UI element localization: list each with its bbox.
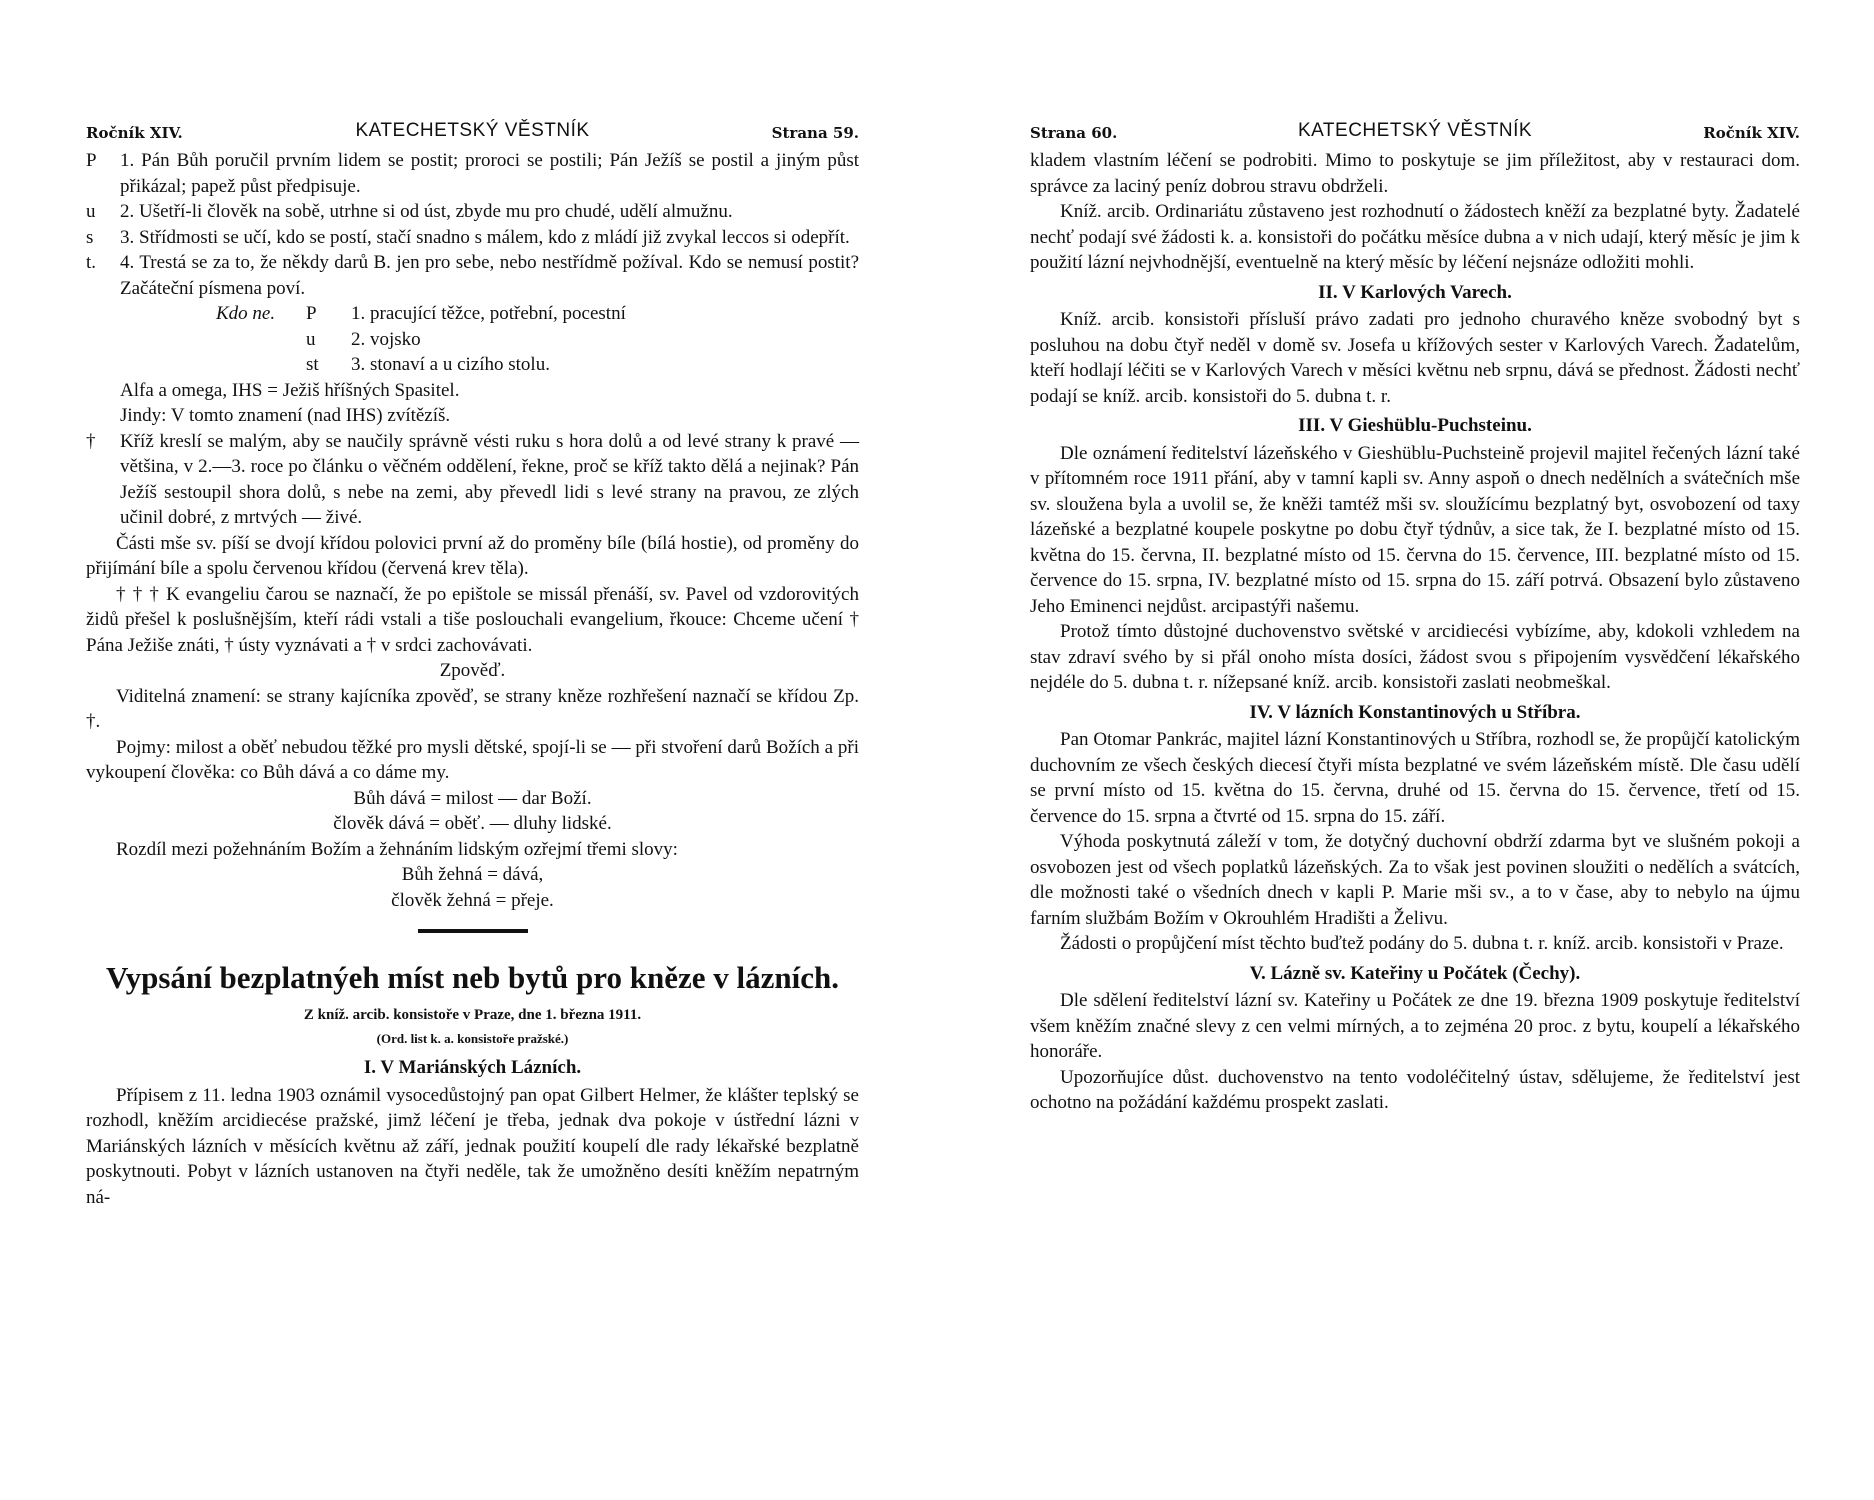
item-text: 2. Ušetří-li člověk na sobě, utrhne si od úst, zbyde mu pro chudé, udělí almužnu. [120,201,733,222]
item-mark: u [86,201,96,222]
list-item [86,250,859,301]
item-text: 4. Trestá se za to, že někdy darů B. jen pro sebe, nebo nestřídmě požíval. Kdo se nemusí postit? Začáteční písmena poví. [120,252,859,299]
row-text: 3. stonaví a u cizího stolu. [351,354,550,375]
table-row [216,352,859,378]
item-mark: P [86,150,97,171]
zpoved-paragraph-2: Pojmy: milost a oběť nebudou těžké pro mysli dětské, spojí-li se — při stvoření darů Božích a při vykoupení člověka: co Bůh dává a co dáme my. [86,736,859,783]
right-page [1030,118,1800,1116]
rozdil-paragraph: Rozdíl mezi požehnáním Božím a žehnáním lidským ozřejmí třemi slovy: [116,838,678,860]
left-page [86,118,859,1210]
table-row [216,327,859,353]
paragraph: Výhoda poskytnutá záleží v tom, že dotyčný duchovní obdrží zdarma byt ve slušném pokoji a osvobozen jest od všech poplatků lázeňských. Za to však jest povinen sloužiti o nedělích a svátcích, dle možnosti také o všedních dnech v kapli P. Marie mši sv., a to v čase, aby to nebylo na újmu farním službám Božím v Okrouhlém Hradišti a Želivu. [1030,831,1800,929]
jindy-line: Jindy: V tomto znamení (nad IHS) zvítězíš. [120,405,451,426]
paragraph-continuation: kladem vlastním léčení se podrobiti. Mimo to poskytuje se jim příležitost, aby v restauraci dom. správce za laciný peníz dobrou stravu obdrželi. [1030,150,1800,197]
paragraph: Kníž. arcib. konsistoři přísluší právo zadati pro jednoho churavého kněze svobodný byt s posluhou na dobu čtyř neděl v domě sv. Josefa u křížových sester v Karlových Varech. Žadatelům, kteří hodlají léčiti se v Karlových Varech v měsíci květnu neb srpnu, dává se přednost. Žádosti nechť podají se kníž. arcib. konsistoři do 5. dubna t. r. [1030,309,1800,407]
paragraph: Dle oznámení ředitelství lázeňského v Gieshüblu-Puchsteině projevil majitel řečených lázní také v přítomném roce 1911 přání, aby v tamní kapli sv. Anny aspoň o dnech nedělních a svátečních mše sv. sloužena byla a uvolil se, že kněži tamtéž mši sv. sloužícímu bezplatný byt, osvobození od taxy lázeňské a bezplatné koupele poskytne po dobu čtyř týdnův, a sice tak, že I. bezplatné místo od 15. května do 15. června, II. bezplatné místo od 15. června do 15. července, III. bezplatné místo od 15. července do 15. srpna, IV. bezplatné místo od 15. srpna do 15. září potrvá. Obsazení bylo zůstaveno Jeho Eminenci nejdůst. arcipastýři našemu. [1030,442,1800,617]
equation-4: člověk žehná = přeje. [391,889,554,911]
row-letter: st [306,354,319,375]
right-journal-title: KATECHETSKÝ VĚSTNÍK [1297,120,1533,141]
equation-1: Bůh dává = milost — dar Boží. [353,787,592,809]
row-label: Kdo ne. [216,303,276,324]
row-letter: P [306,303,317,324]
left-journal-title: KATECHETSKÝ VĚSTNÍK [355,120,590,141]
article-source: (Ord. list k. a. konsistoře pražské.) [376,1031,569,1046]
section-heading-5: V. Lázně sv. Kateřiny u Počátek (Čechy). [1249,962,1581,984]
item-mark: s [86,226,94,248]
left-volume: Ročník XIV. [86,124,183,142]
paragraph: Žádosti o propůjčení míst těchto buďtež podány do 5. dubna t. r. kníž. arcib. konsistoři v Praze. [1060,933,1784,954]
list-item [86,148,859,199]
kriz-text: Kříž kreslí se malým, aby se naučily správně vésti ruku s hora dolů a od levé strany k pravé — většina, v 2.—3. roce po článku o věčném oddělení, řekne, proč se kříž takto dělá a nejinak? Pán Ježíš sestoupil shora dolů, s nebe na zemi, aby převedl lidi s levé strany na pravou, ze zlých učinil dobré, z mrtvých — živé. [120,430,859,528]
section-heading-1: I. V Mariánských Lázních. [363,1057,582,1078]
paragraph: Protož tímto důstojné duchovenstvo světské v arcidiecési vybízíme, aby, kdokoli vzhledem na stav zdraví svého by si přál onoho místa dosíci, žádost svou s připojením vysvědčení lékařského nejdéle do 5. dubna t. r. nížepsané kníž. arcib. konsistoři zaslati neobmeškal. [1030,621,1800,693]
item-mark: t. [86,252,97,273]
list-item [86,225,859,251]
section-heading-2: II. V Karlových Varech. [1318,281,1512,303]
section-1-text: Přípisem z 11. ledna 1903 oznámil vysocedůstojný pan opat Gilbert Helmer, že klášter teplský se rozhodl, kněžím arcidiecése pražské, jimž léčení je třeba, jednak dva pokoje v ústřední lázni v Mariánských lázních v měsících květnu až září, jednak použití koupelí dle rady lékařské bezplatně poskytnouti. Pobyt v lázních ustanoven na čtyři neděle, tak že umožněno desíti kněžím nepatrným ná- [86,1084,859,1208]
section-heading-4: IV. V lázních Konstantinových u Stříbra. [1249,701,1581,723]
cross-mark: † [86,430,96,452]
article-title: Vypsání bezplatnýeh míst neb bytů pro kněze v lázních. [106,960,839,995]
article-subtitle: Z kníž. arcib. konsistoře v Praze, dne 1. března 1911. [303,1007,642,1023]
alfa-omega-line: Alfa a omega, IHS = Ježiš hříšných Spasitel. [120,379,460,401]
item-text: 1. Pán Bůh poručil prvním lidem se postit; proroci se postili; Pán Ježíš se postil a jiným půst přikázal; papež půst předpisuje. [120,150,859,197]
section-heading-3: III. V Gieshüblu-Puchsteinu. [1298,415,1532,436]
zpoved-paragraph-1: Viditelná znamení: se strany kajícníka zpověď, se strany kněze rozhřešení naznačí se křídou Zp. †. [86,685,859,732]
equation-3: Bůh žehná = dává, [401,864,544,885]
row-label [216,352,306,378]
zpoved-heading: Zpověď. [439,660,506,681]
casti-paragraph: Části mše sv. píší se dvojí křídou polovici první až do proměny bíle (bílá hostie), od proměny do přijímání bíle a spolu červenou křídou (červená krev těla). [86,532,859,579]
row-text: 2. vojsko [351,328,421,350]
kriz-paragraph [86,429,859,531]
right-page-number: Strana 60. [1030,124,1118,142]
row-label [216,327,306,353]
right-body [1030,148,1800,1116]
left-body [86,148,859,1210]
right-running-header [1030,118,1800,148]
evangelium-paragraph: † † † K evangeliu čarou se naznačí, že po epištole se missál přenáší, sv. Pavel od vzdorovitých židů přešel k poslušnějším, kteří rádi vstali a tiše poslouchali evangelium, řkouce: Chceme učení † Pána Ježiše znáti, † ústy vyznávati a † v srdci zachovávati. [86,583,859,656]
paragraph: Upozorňujíce důst. duchovenstvo na tento vodoléčitelný ústav, sdělujeme, že ředitelství jest ochotno na požádání každému prospekt zaslati. [1030,1066,1800,1113]
row-letter: u [306,328,316,350]
paragraph: Dle sdělení ředitelství lázní sv. Kateřiny u Počátek ze dne 19. března 1909 poskytuje ředitelství všem kněžím značné slevy z cen velmi mírných, a to zejména 20 proc. z bytu, koupelí a lékařského honoráře. [1030,990,1800,1062]
item-text: 3. Střídmosti se učí, kdo se postí, stačí snadno s málem, kdo z mládí již zvykal leccos si odepřít. [120,226,850,248]
paragraph: Kníž. arcib. Ordinariátu zůstaveno jest rozhodnutí o žádostech kněží za bezplatné byty. Žadatelé nechť podají své žádosti k. a. konsistoři do počátku měsíce dubna a v nich udají, který měsíc je jim k použití lázní nejvhodnější, eventuelně na který měsíc by léčení nejsnáze odložiti mohli. [1030,201,1800,273]
row-text: 1. pracující těžce, potřební, pocestní [351,303,626,324]
left-running-header [86,118,859,148]
equation-2: člověk dává = oběť. — dluhy lidské. [333,813,612,834]
kdo-ne-table [216,301,859,378]
left-page-number: Strana 59. [771,124,859,142]
section-divider [418,929,528,933]
right-volume: Ročník XIV. [1703,124,1800,142]
paragraph: Pan Otomar Pankrác, majitel lázní Konstantinových u Stříbra, rozhodl se, že propůjčí katolickým duchovním ze všech českých diecesí čtyři místa bezplatné ve svém lázeňském místě. Dle času udělí se první místo od 15. května do 15. června, druhé od 15. června do 15. července, třetí od 15. července do 15. srpna a čtvrté od 15. srpna do 15. září. [1030,729,1800,827]
table-row [216,301,859,327]
list-item [86,199,859,225]
